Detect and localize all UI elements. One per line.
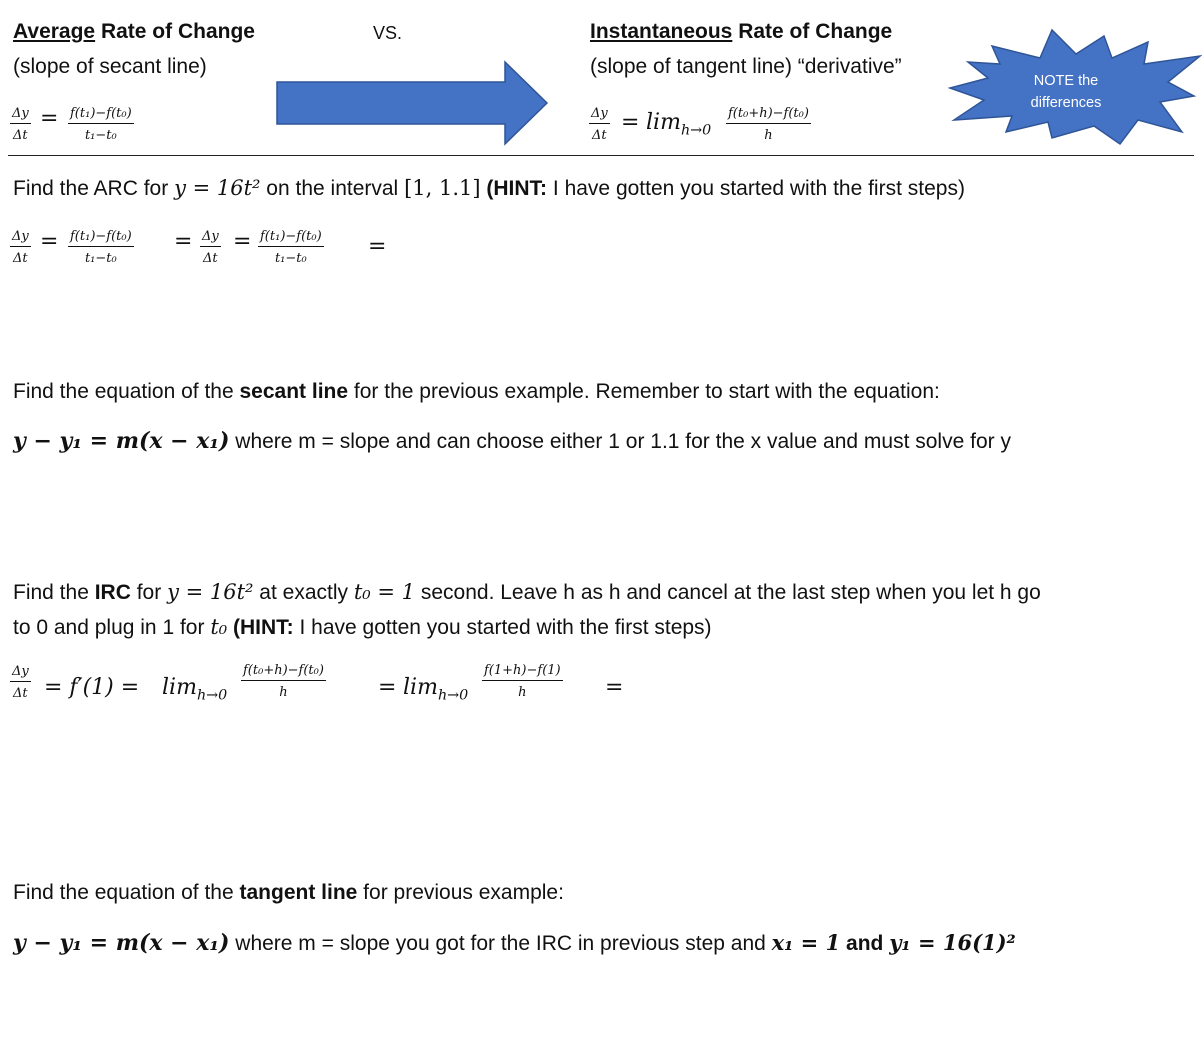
note-line-2: differences [1030,95,1102,111]
secant-prompt-bold: secant line [239,380,349,403]
tangent-equation-note: where m = slope you got for the IRC in previous step and [229,932,772,955]
irc-fprime: = f′(1) = [44,675,140,700]
avg-subtitle: (slope of secant line) [13,55,207,78]
tangent-prompt-bold: tangent line [239,881,358,904]
irc-numerator-1: f(t₀+h)−f(t₀) [241,663,326,681]
irc-function: y = 16t² [167,580,254,604]
irc-t0-var: t₀ [210,615,228,639]
avg-dy: Δy [10,106,31,124]
inst-formula-fraction [726,106,811,143]
tangent-equation: y − y₁ = m(x − x₁) [13,930,230,956]
tangent-prompt-post: for previous example: [357,881,564,904]
arc-dy-dt-1 [10,229,31,266]
arc-denominator-2: t₁−t₀ [274,251,307,266]
secant-prompt [13,380,940,404]
irc-hint-bold: (HINT: [227,616,294,639]
irc-denominator-2: h [518,685,527,700]
irc-equals-2: = [378,675,397,700]
arc-function: y = 16t² [174,176,261,200]
inst-denominator: h [764,128,773,143]
irc-prompt-line-1 [13,580,1041,605]
irc-line1-at: at exactly [253,581,354,604]
tangent-prompt-pre: Find the equation of the [13,881,240,904]
tangent-and: and [840,932,890,955]
arc-prompt-pre: Find the ARC for [13,177,175,200]
irc-dy: Δy [10,664,31,682]
arc-dy-1: Δy [10,229,31,247]
inst-title [590,20,892,44]
tangent-prompt [13,881,564,905]
tangent-y1: y₁ = 16(1)² [889,930,1016,955]
inst-title-underlined: Instantaneous [590,20,733,43]
avg-dt: Δt [13,128,28,143]
irc-limit-2 [403,675,468,703]
vs-label: VS. [373,23,403,43]
irc-denominator-1: h [279,685,288,700]
avg-title-rest: Rate of Change [95,20,255,43]
secant-prompt-post: for the previous example. Remember to start with the equation: [348,380,940,403]
avg-denominator: t₁−t₀ [84,128,117,143]
header-divider [8,155,1194,156]
inst-numerator: f(t₀+h)−f(t₀) [726,106,811,124]
irc-line1-mid: for [130,581,168,604]
tangent-equation-line [13,930,1016,956]
irc-lim-2: lim [403,675,438,700]
irc-lim-sub-2: h→0 [437,687,469,704]
irc-lim-sub-1: h→0 [196,687,228,704]
inst-subtitle: (slope of tangent line) “derivative” [590,55,902,78]
arc-dy-dt-2 [200,229,221,266]
arc-interval: [1, 1.1] [404,176,481,200]
irc-dy-dt [10,664,31,701]
irc-lim-1: lim [162,675,197,700]
avg-dy-dt-fraction [10,106,31,143]
arc-equals-2: = [174,229,193,254]
irc-line1-post: second. Leave h as h and cancel at the last step when you let h go [415,581,1041,604]
avg-numerator: f(t₁)−f(t₀) [68,106,134,124]
irc-fraction-2 [482,663,563,700]
arc-dt-1: Δt [13,251,28,266]
arc-hint-bold: (HINT: [480,177,548,200]
arc-hint-rest: I have gotten you started with the first steps) [547,177,965,200]
avg-formula-fraction [68,106,134,143]
irc-limit-1 [162,675,227,703]
secant-equation-note: where m = slope and can choose either 1 or 1.1 for the x value and must solve for y [229,430,1011,453]
irc-line1-bold: IRC [94,581,131,604]
note-line-1: NOTE the [1033,73,1099,89]
inst-title-rest: Rate of Change [732,20,893,43]
irc-prompt-line-2 [13,615,712,640]
arc-equals-4: = [368,234,387,259]
arc-prompt [13,176,965,201]
secant-equation: y − y₁ = m(x − x₁) [13,428,230,454]
arc-equals-3: = [233,229,252,254]
irc-t0-value: t₀ = 1 [353,580,416,604]
right-arrow-shape [277,62,547,144]
secant-equation-line [13,428,1011,454]
inst-lim: lim [646,110,681,135]
arc-dt-2: Δt [203,251,218,266]
irc-line1-pre: Find the [13,581,95,604]
inst-dy: Δy [589,106,610,124]
avg-title [13,20,255,44]
inst-equals: = [621,110,640,135]
irc-numerator-2: f(1+h)−f(1) [482,663,563,681]
tangent-x1: x₁ = 1 [771,930,841,955]
inst-dt: Δt [592,128,607,143]
avg-equals: = [40,106,59,131]
arc-numerator-1: f(t₁)−f(t₀) [68,229,134,247]
arc-numerator-2: f(t₁)−f(t₀) [258,229,324,247]
arc-fraction-1 [68,229,134,266]
arc-fraction-2 [258,229,324,266]
right-arrow-icon [275,60,550,146]
note-badge-text [1010,70,1122,114]
irc-line2-pre: to 0 and plug in 1 for [13,616,211,639]
arc-dy-2: Δy [200,229,221,247]
inst-limit [646,110,711,138]
inst-dy-dt-fraction [589,106,610,143]
irc-equals-3: = [605,675,624,700]
arc-equals-1: = [40,229,59,254]
irc-hint-rest: I have gotten you started with the first steps) [293,616,712,639]
arc-prompt-mid: on the interval [260,177,405,200]
secant-prompt-pre: Find the equation of the [13,380,240,403]
avg-title-underlined: Average [13,20,96,43]
arc-denominator-1: t₁−t₀ [84,251,117,266]
irc-fraction-1 [241,663,326,700]
irc-dt: Δt [13,686,28,701]
inst-lim-sub: h→0 [680,122,712,139]
